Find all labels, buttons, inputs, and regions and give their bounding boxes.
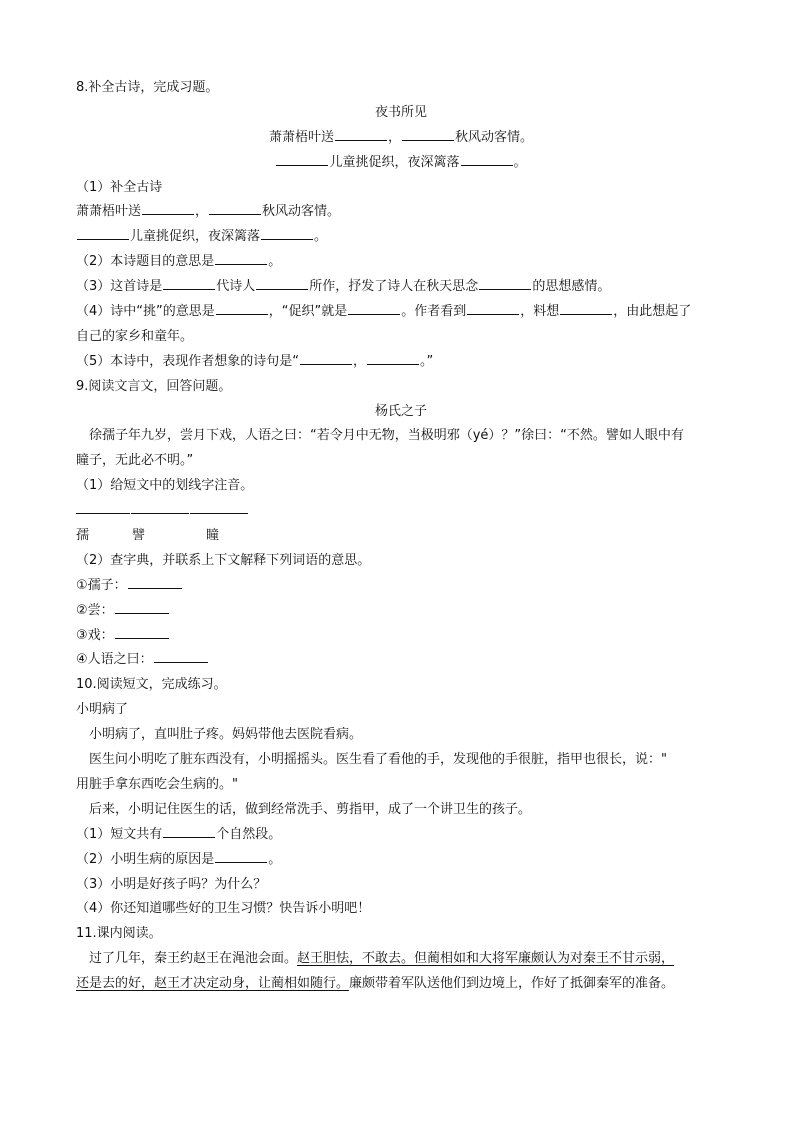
q9-part2-label: （2）查字典，并联系上下文解释下列词语的意思。 bbox=[76, 552, 371, 568]
q8-part5 bbox=[76, 350, 726, 375]
question-text: （4）诗中“挑”的意思是 bbox=[76, 304, 215, 320]
poem-text: 秋风动客情。 bbox=[455, 129, 534, 145]
q11-heading: 11.课内阅读。 bbox=[76, 926, 162, 942]
poem-text: 儿童挑促织，夜深篱落 bbox=[130, 229, 261, 245]
answer-blank[interactable] bbox=[461, 152, 513, 166]
poem-text: 儿童挑促织，夜深篱落 bbox=[329, 154, 460, 170]
passage-line bbox=[76, 972, 726, 997]
question-text: 。 bbox=[268, 851, 282, 867]
passage-paragraph-cont: 用脏手拿东西吃会生病的。" bbox=[76, 776, 238, 792]
question-text: 所作，抒发了诗人在秋天思念 bbox=[309, 279, 479, 295]
q8-part3 bbox=[76, 275, 726, 300]
q8-part1-label: （1）补全古诗 bbox=[76, 179, 163, 195]
q9-item bbox=[76, 599, 726, 624]
question-text: （1）短文共有 bbox=[76, 826, 163, 842]
q9-item bbox=[76, 648, 726, 673]
pinyin-blank[interactable] bbox=[131, 500, 189, 514]
passage-title: 小明病了 bbox=[76, 702, 129, 718]
poem-text: 。 bbox=[513, 154, 527, 170]
question-text: ， bbox=[353, 353, 367, 369]
answer-blank[interactable] bbox=[348, 301, 400, 315]
q10-part2 bbox=[76, 848, 726, 873]
pinyin-blanks-row bbox=[76, 499, 726, 524]
answer-blank[interactable] bbox=[215, 251, 267, 265]
question-text: 个自然段。 bbox=[216, 826, 282, 842]
q10-part1 bbox=[76, 823, 726, 848]
poem-line-1 bbox=[76, 126, 726, 151]
passage-paragraph: 医生问小明吃了脏东西没有，小明摇摇头。医生看了看他的手，发现他的手很脏，指甲也很长，说：" bbox=[89, 752, 667, 768]
poem-title: 夜书所见 bbox=[374, 104, 427, 120]
target-char: 孺 bbox=[76, 528, 90, 544]
q8-part2 bbox=[76, 250, 726, 275]
q9-item bbox=[76, 574, 726, 599]
question-text: ，“促织”就是 bbox=[268, 304, 348, 320]
poem-line-2 bbox=[76, 151, 726, 176]
answer-blank[interactable] bbox=[335, 127, 387, 141]
question-text: （3）这首诗是 bbox=[76, 279, 163, 295]
answer-blank[interactable] bbox=[256, 276, 308, 290]
target-char: 譬 bbox=[132, 528, 146, 544]
answer-blank[interactable] bbox=[154, 649, 208, 663]
underlined-sentence: 赵王胆怯，不敢去。但蔺相如和大将军廉颇认为对秦王不甘示弱， bbox=[297, 951, 675, 967]
answer-blank[interactable] bbox=[467, 301, 519, 315]
answer-blank[interactable] bbox=[115, 625, 169, 639]
item-label: ③戏： bbox=[76, 627, 114, 643]
question-text: （2）本诗题目的意思是 bbox=[76, 254, 215, 270]
target-char: 瞳 bbox=[206, 528, 220, 544]
question-text: 代诗人 bbox=[216, 279, 256, 295]
q10-part3: （3）小明是好孩子吗？为什么？ bbox=[76, 876, 267, 892]
passage-text: 廉颇带着军队送他们到边境上，作好了抵御秦军的准备。 bbox=[349, 976, 675, 992]
question-text: （2）小明生病的原因是 bbox=[76, 851, 215, 867]
passage-line: 徐孺子年九岁，尝月下戏，人语之曰：“若令月中无物，当极明邪（yé）？”徐曰：“不然。譬如人眼中有 bbox=[89, 428, 684, 444]
q9-part1-label: （1）给短文中的划线字注音。 bbox=[76, 478, 254, 494]
passage-text: 过了几年，秦王约赵王在渑池会面。 bbox=[89, 951, 298, 967]
passage-paragraph: 后来，小明记住医生的话，做到经常洗手、剪指甲，成了一个讲卫生的孩子。 bbox=[89, 801, 532, 817]
poem-text: 。 bbox=[314, 229, 328, 245]
worksheet-page bbox=[76, 76, 726, 997]
q8-part4 bbox=[76, 300, 726, 325]
answer-blank[interactable] bbox=[142, 201, 194, 215]
item-label: ①孺子： bbox=[76, 577, 127, 593]
answer-blank[interactable] bbox=[300, 351, 352, 365]
answer-blank[interactable] bbox=[215, 849, 267, 863]
poem-text: ， bbox=[387, 129, 401, 145]
item-label: ④人语之曰： bbox=[76, 652, 153, 668]
question-text: ，料想 bbox=[520, 304, 560, 320]
q8-part4-cont: 自己的家乡和童年。 bbox=[76, 328, 194, 344]
answer-blank[interactable] bbox=[163, 276, 215, 290]
poem-text: ， bbox=[195, 204, 209, 220]
answer-blank[interactable] bbox=[276, 152, 328, 166]
q8-part1-line1 bbox=[76, 200, 726, 225]
underlined-sentence: 还是去的好，赵王才决定动身，让蔺相如随行。 bbox=[76, 976, 350, 992]
question-text: 。作者看到 bbox=[401, 304, 467, 320]
answer-blank[interactable] bbox=[479, 276, 531, 290]
question-text: 。 bbox=[268, 254, 282, 270]
question-text: 的思想感情。 bbox=[532, 279, 611, 295]
poem-text: 萧萧梧叶送 bbox=[76, 204, 142, 220]
answer-blank[interactable] bbox=[367, 351, 419, 365]
answer-blank[interactable] bbox=[163, 824, 215, 838]
q10-heading: 10.阅读短文，完成练习。 bbox=[76, 677, 227, 693]
q9-item bbox=[76, 624, 726, 649]
poem-text: 萧萧梧叶送 bbox=[268, 129, 334, 145]
answer-blank[interactable] bbox=[128, 575, 182, 589]
passage-line: 瞳子，无此必不明。” bbox=[76, 453, 194, 469]
answer-blank[interactable] bbox=[209, 201, 261, 215]
answer-blank[interactable] bbox=[115, 600, 169, 614]
passage-line bbox=[76, 947, 726, 972]
item-label: ②尝： bbox=[76, 602, 114, 618]
question-text: 。” bbox=[420, 353, 434, 369]
q9-heading: 9.阅读文言文，回答问题。 bbox=[76, 378, 232, 394]
answer-blank[interactable] bbox=[402, 127, 454, 141]
answer-blank[interactable] bbox=[261, 226, 313, 240]
q8-heading: 8.补全古诗，完成习题。 bbox=[76, 80, 219, 95]
poem-text: 秋风动客情。 bbox=[262, 204, 341, 220]
answer-blank[interactable] bbox=[216, 301, 268, 315]
question-text: （5）本诗中，表现作者想象的诗句是“ bbox=[76, 353, 300, 369]
pinyin-blank[interactable] bbox=[190, 500, 248, 514]
pinyin-chars-row bbox=[76, 524, 726, 549]
q8-part1-line2 bbox=[76, 225, 726, 250]
answer-blank[interactable] bbox=[77, 226, 129, 240]
q10-part4: （4）你还知道哪些好的卫生习惯？快告诉小明吧！ bbox=[76, 901, 371, 917]
answer-blank[interactable] bbox=[560, 301, 612, 315]
question-text: ，由此想起了 bbox=[613, 304, 692, 320]
passage-title: 杨氏之子 bbox=[374, 403, 427, 419]
passage-paragraph: 小明病了，直叫肚子疼。妈妈带他去医院看病。 bbox=[89, 727, 363, 743]
pinyin-blank[interactable] bbox=[76, 500, 130, 514]
